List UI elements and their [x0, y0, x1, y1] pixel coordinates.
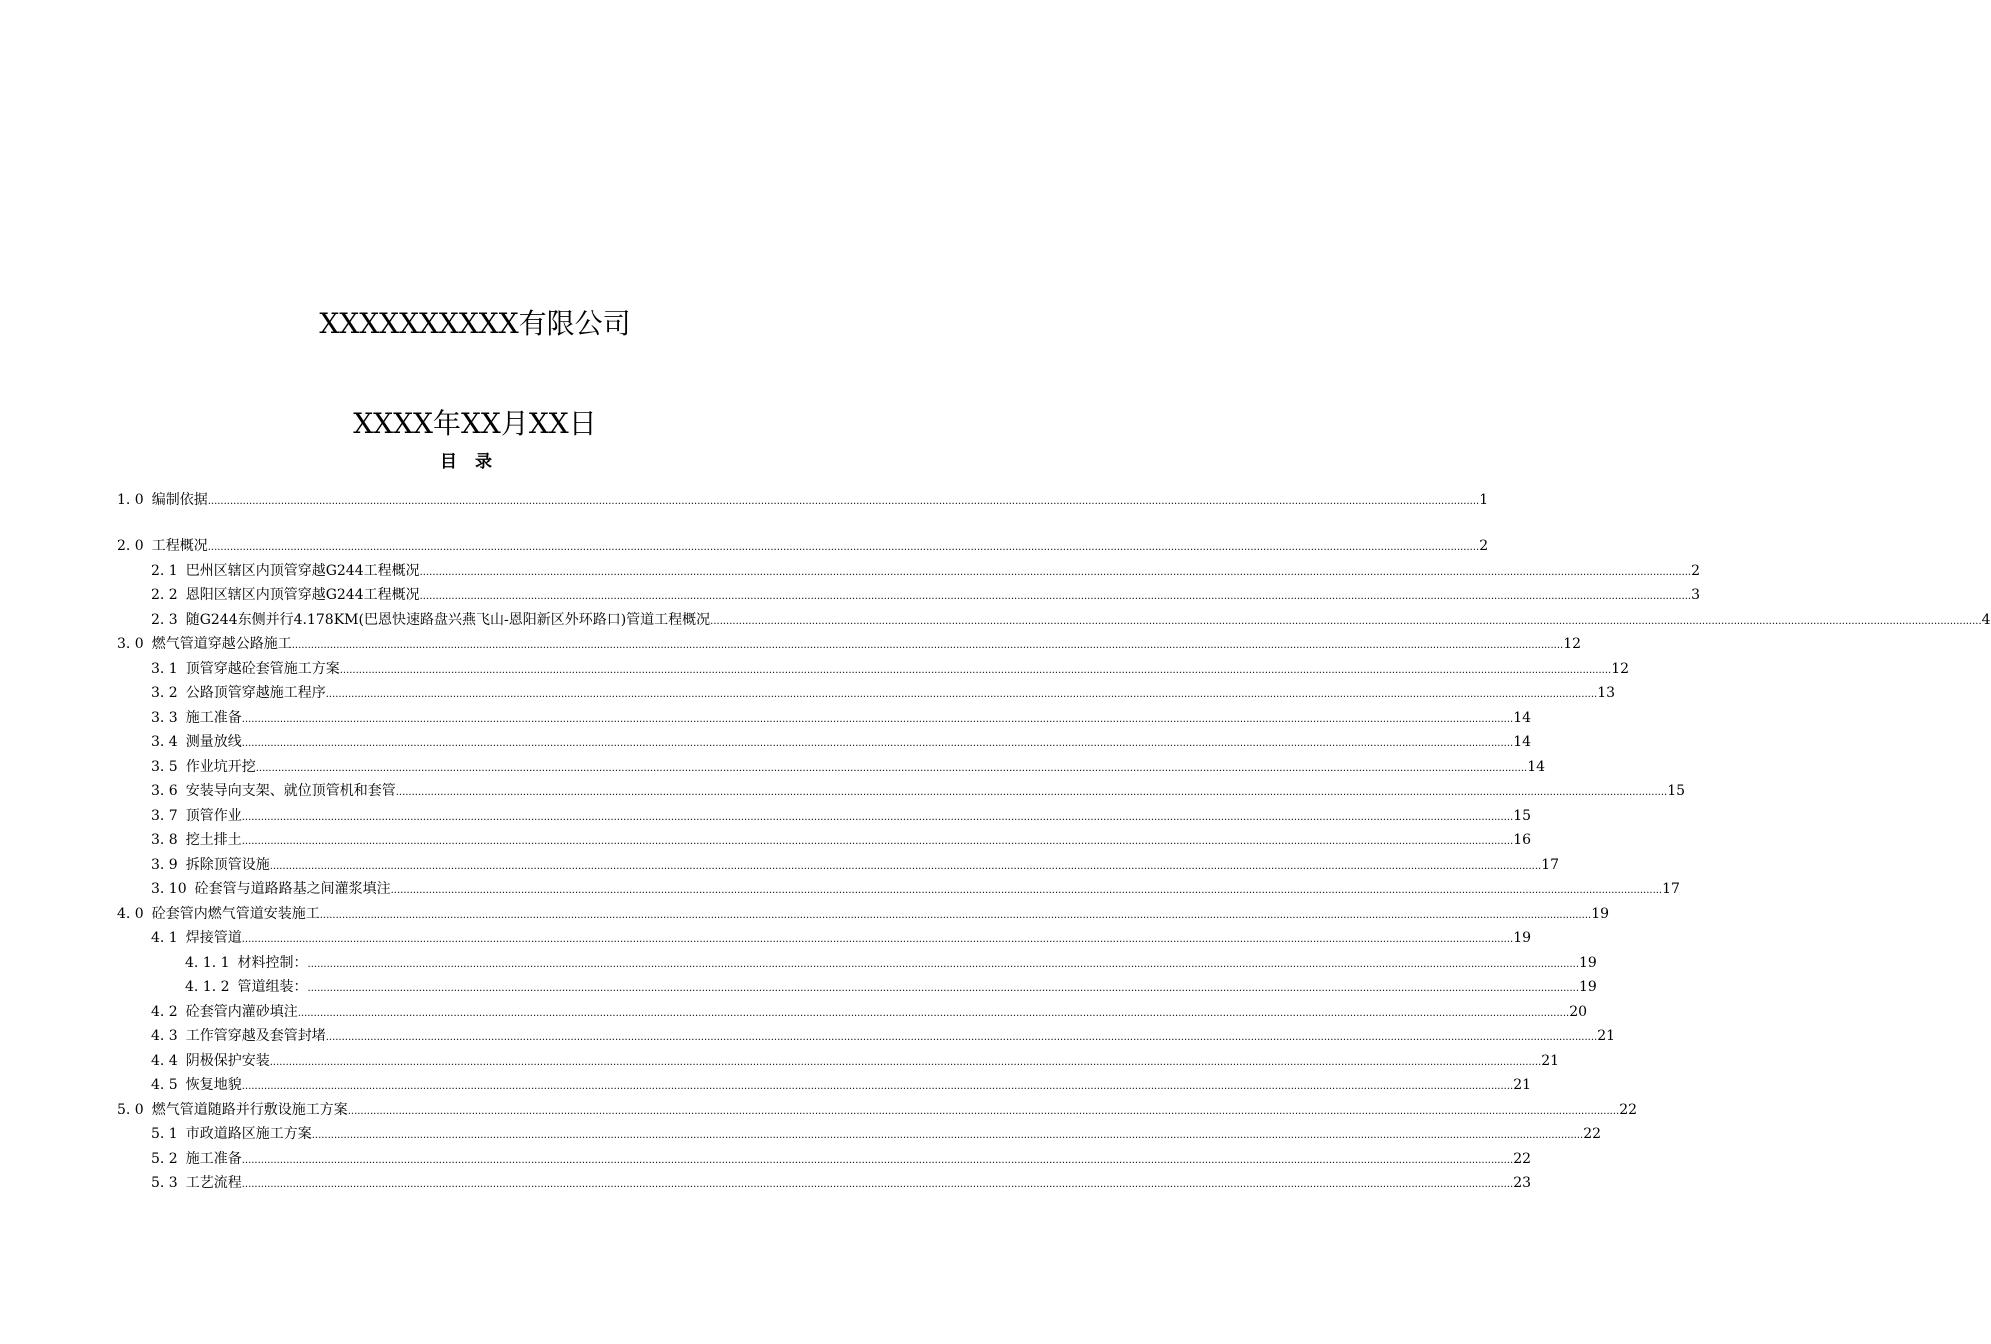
toc-entry-page: 12 [1563, 636, 1582, 652]
toc-entry[interactable] [117, 972, 1597, 997]
toc-entry-page: 14 [1513, 709, 1532, 726]
toc-entry-text: 作业坑开挖 [185, 758, 256, 775]
toc-entry-label [151, 660, 340, 678]
toc-entry-number: 4. 1 [151, 930, 178, 946]
toc-entry-page: 14 [1527, 758, 1546, 775]
toc-entry-label [117, 537, 208, 555]
toc-leader-dots: ................................................................................................................................................................................................................................................................................................................................................................................................................ [325, 689, 1598, 700]
toc-entry-text: 顶管作业 [185, 807, 242, 824]
toc-entry[interactable] [117, 849, 1560, 874]
toc-entry[interactable] [117, 825, 1532, 850]
toc-entry-label [151, 611, 710, 629]
toc-entry-label [151, 807, 242, 825]
toc-entry-text: 工程概况 [151, 538, 208, 554]
toc-entry[interactable] [117, 531, 1489, 556]
toc-entry[interactable] [117, 776, 1686, 801]
toc-entry[interactable] [117, 996, 1588, 1021]
toc-entry-text: 挖土排土 [185, 832, 242, 848]
toc-entry-number: 4. 2 [151, 1003, 178, 1020]
toc-entry-text: 材料控制： [237, 954, 308, 971]
toc-entry-page: 3 [1691, 587, 1701, 603]
toc-entry-page: 22 [1583, 1126, 1602, 1142]
toc-entry-number: 4. 5 [151, 1077, 178, 1093]
toc-entry-text: 安装导向支架、就位顶管机和套管 [185, 783, 396, 799]
toc-entry-text: 恩阳区辖区内顶管穿越G244工程概况 [185, 587, 420, 603]
toc-entry-text: 工艺流程 [185, 1175, 242, 1191]
toc-entry-number: 5. 0 [117, 1101, 144, 1118]
toc-entry-number: 4. 0 [117, 905, 144, 922]
toc-entry-number: 4. 1. 1 [185, 954, 230, 971]
toc-entry-label [185, 978, 308, 996]
toc-leader-dots: ................................................................................................................................................................................................................................................................................................................................................................................................................ [307, 958, 1580, 970]
toc-entry-text: 市政道路区施工方案 [185, 1126, 312, 1142]
toc-entry[interactable] [117, 580, 1701, 605]
toc-entry-page: 2 [1691, 562, 1701, 579]
toc-entry-label [151, 758, 256, 776]
toc-entry-text: 阴极保护安装 [185, 1052, 270, 1069]
toc-entry-number: 4. 4 [151, 1052, 178, 1069]
toc-entry-number: 1. 0 [117, 491, 144, 508]
toc-entry-text: 恢复地貌 [185, 1077, 242, 1093]
toc-entry[interactable] [117, 604, 1991, 629]
toc-entry-page: 23 [1513, 1175, 1532, 1191]
toc-leader-dots: ................................................................................................................................................................................................................................................................................................................................................................................................................ [241, 811, 1514, 823]
toc-title: 目录 [440, 452, 510, 472]
toc-entry[interactable] [117, 1094, 1638, 1119]
toc-leader-dots: ................................................................................................................................................................................................................................................................................................................................................................................................................ [395, 787, 1668, 798]
toc-entry-page: 13 [1597, 685, 1616, 701]
toc-entry[interactable] [117, 1045, 1560, 1070]
toc-entry[interactable] [117, 947, 1597, 972]
toc-entry-page: 15 [1513, 807, 1532, 824]
toc-entry-label [151, 1174, 242, 1192]
toc-entry[interactable] [117, 727, 1532, 752]
toc-entry-page: 19 [1579, 954, 1597, 971]
toc-leader-dots: ................................................................................................................................................................................................................................................................................................................................................................................................................ [419, 591, 1692, 602]
toc-leader-dots: ................................................................................................................................................................................................................................................................................................................................................................................................................ [241, 1154, 1514, 1166]
toc-entry-text: 燃气管道穿越公路施工 [151, 636, 292, 652]
toc-entry-label [151, 1076, 242, 1094]
toc-entry-number: 3. 4 [151, 734, 178, 750]
toc-entry-number: 5. 2 [151, 1150, 178, 1167]
toc-entry-number: 4. 1. 2 [185, 979, 230, 995]
toc-entry-text: 燃气管道随路并行敷设施工方案 [151, 1101, 348, 1118]
toc-entry-number: 2. 3 [151, 611, 178, 628]
toc-leader-dots: ................................................................................................................................................................................................................................................................................................................................................................................................................ [339, 664, 1612, 676]
toc-entry-number: 3. 2 [151, 685, 178, 701]
toc-entry-page: 19 [1591, 905, 1610, 922]
toc-entry-text: 砼套管与道路路基之间灌浆填注 [194, 881, 391, 897]
toc-entry-number: 3. 8 [151, 832, 178, 848]
toc-entry-label [151, 709, 242, 727]
toc-entry-label [185, 954, 308, 972]
toc-entry-page: 21 [1597, 1028, 1616, 1044]
toc-entry-label [151, 1027, 326, 1045]
toc-entry-number: 4. 3 [151, 1028, 178, 1044]
toc-entry-text: 编制依据 [151, 491, 208, 508]
toc-entry-number: 3. 5 [151, 758, 178, 775]
toc-entry-label [151, 562, 420, 580]
toc-entry-text: 焊接管道 [185, 930, 242, 946]
toc-entry-text: 管道组装： [237, 979, 308, 995]
toc-leader-dots: ................................................................................................................................................................................................................................................................................................................................................................................................................ [255, 762, 1528, 774]
toc-entry-number: 3. 7 [151, 807, 178, 824]
toc-entry-page: 12 [1611, 660, 1630, 677]
toc-leader-dots: ................................................................................................................................................................................................................................................................................................................................................................................................................ [269, 1056, 1542, 1068]
toc-entry[interactable] [117, 653, 1630, 678]
toc-leader-dots: ................................................................................................................................................................................................................................................................................................................................................................................................................ [291, 640, 1564, 651]
toc-entry-label [117, 491, 208, 509]
table-of-contents [117, 484, 1991, 1192]
toc-entry-text: 工作管穿越及套管封堵 [185, 1028, 326, 1044]
toc-entry[interactable] [117, 874, 1680, 899]
toc-leader-dots: ................................................................................................................................................................................................................................................................................................................................................................................................................ [241, 934, 1514, 945]
toc-entry-label [151, 1052, 270, 1070]
toc-entry-label [151, 831, 242, 849]
toc-leader-dots: ................................................................................................................................................................................................................................................................................................................................................................................................................ [311, 1130, 1584, 1141]
toc-entry-number: 3. 1 [151, 660, 178, 677]
toc-entry-text: 砼套管内燃气管道安装施工 [151, 905, 320, 922]
toc-entry-page: 19 [1579, 979, 1597, 995]
toc-leader-dots: ................................................................................................................................................................................................................................................................................................................................................................................................................ [319, 909, 1592, 921]
toc-entry-label [117, 905, 320, 923]
toc-entry[interactable] [117, 1070, 1532, 1095]
toc-entry-label [151, 733, 242, 751]
toc-entry[interactable] [117, 898, 1610, 923]
toc-leader-dots: ................................................................................................................................................................................................................................................................................................................................................................................................................ [241, 713, 1514, 725]
toc-entry-page: 14 [1513, 734, 1532, 750]
toc-leader-dots: ................................................................................................................................................................................................................................................................................................................................................................................................................ [297, 1007, 1570, 1019]
toc-entry-page: 15 [1667, 783, 1686, 799]
toc-entry-number: 3. 10 [151, 881, 187, 897]
toc-entry-label [151, 1003, 298, 1021]
toc-entry[interactable] [117, 1021, 1616, 1046]
toc-entry-number: 3. 9 [151, 856, 178, 873]
toc-entry[interactable] [117, 923, 1532, 948]
toc-entry[interactable] [117, 629, 1582, 654]
toc-entry[interactable] [117, 702, 1532, 727]
toc-entry-page: 17 [1541, 856, 1560, 873]
toc-entry-label [117, 635, 292, 653]
toc-entry-label [151, 1150, 242, 1168]
toc-entry-text: 拆除顶管设施 [185, 856, 270, 873]
toc-leader-dots: ................................................................................................................................................................................................................................................................................................................................................................................................................ [207, 542, 1480, 553]
toc-leader-dots: ................................................................................................................................................................................................................................................................................................................................................................................................................ [269, 860, 1542, 872]
toc-entry-text: 砼套管内灌砂填注 [185, 1003, 298, 1020]
toc-leader-dots: ................................................................................................................................................................................................................................................................................................................................................................................................................ [241, 836, 1514, 847]
toc-entry[interactable] [117, 1143, 1532, 1168]
toc-entry-label [151, 929, 242, 947]
toc-entry-page: 22 [1513, 1150, 1532, 1167]
toc-entry-label [151, 856, 270, 874]
toc-leader-dots: ................................................................................................................................................................................................................................................................................................................................................................................................................ [347, 1105, 1620, 1117]
toc-entry-label [117, 1101, 348, 1119]
toc-entry-page: 2 [1479, 538, 1489, 554]
toc-entry-label [151, 782, 396, 800]
toc-leader-dots: ................................................................................................................................................................................................................................................................................................................................................................................................................ [241, 738, 1514, 749]
toc-entry-number: 2. 2 [151, 587, 178, 603]
toc-entry-label [151, 684, 326, 702]
toc-entry-page: 17 [1662, 881, 1680, 897]
toc-leader-dots: ................................................................................................................................................................................................................................................................................................................................................................................................................ [710, 615, 1982, 627]
toc-leader-dots: ................................................................................................................................................................................................................................................................................................................................................................................................................ [241, 1179, 1514, 1190]
toc-leader-dots: ................................................................................................................................................................................................................................................................................................................................................................................................................ [207, 495, 1480, 507]
toc-entry-page: 19 [1513, 930, 1532, 946]
toc-entry-page: 20 [1569, 1003, 1588, 1020]
toc-entry-number: 5. 3 [151, 1175, 178, 1191]
company-name: XXXXXXXXXX有限公司 [319, 307, 631, 340]
toc-entry[interactable] [117, 800, 1532, 825]
toc-entry[interactable] [117, 751, 1546, 776]
toc-entry-text: 测量放线 [185, 734, 242, 750]
toc-leader-dots: ................................................................................................................................................................................................................................................................................................................................................................................................................ [390, 885, 1663, 896]
toc-entry-page: 22 [1619, 1101, 1638, 1118]
toc-entry-text: 公路顶管穿越施工程序 [185, 685, 326, 701]
toc-leader-dots: ................................................................................................................................................................................................................................................................................................................................................................................................................ [419, 566, 1692, 578]
toc-entry-label [151, 1125, 312, 1143]
toc-entry-label [151, 586, 420, 604]
toc-entry-page: 16 [1513, 832, 1532, 848]
toc-entry[interactable] [117, 1168, 1532, 1193]
toc-entry-text: 随G244东侧并行4.178KM(巴恩快速路盘兴燕飞山-恩阳新区外环路口)管道工程概况 [185, 611, 711, 628]
toc-entry-text: 施工准备 [185, 709, 242, 726]
toc-entry-page: 1 [1479, 491, 1489, 508]
toc-entry-page: 4 [1981, 611, 1991, 628]
toc-entry-number: 3. 3 [151, 709, 178, 726]
toc-entry[interactable] [117, 1119, 1602, 1144]
toc-entry-text: 施工准备 [185, 1150, 242, 1167]
toc-entry-number: 3. 6 [151, 783, 178, 799]
toc-leader-dots: ................................................................................................................................................................................................................................................................................................................................................................................................................ [241, 1081, 1514, 1092]
toc-entry-text: 顶管穿越砼套管施工方案 [185, 660, 340, 677]
toc-entry-page: 21 [1513, 1077, 1532, 1093]
toc-leader-dots: ................................................................................................................................................................................................................................................................................................................................................................................................................ [307, 983, 1580, 994]
toc-entry[interactable] [117, 555, 1701, 580]
toc-entry-label [151, 880, 391, 898]
toc-entry-number: 2. 1 [151, 562, 178, 579]
toc-entry-page: 21 [1541, 1052, 1560, 1069]
toc-entry-number: 5. 1 [151, 1126, 178, 1142]
toc-entry[interactable] [117, 678, 1616, 703]
toc-leader-dots: ................................................................................................................................................................................................................................................................................................................................................................................................................ [325, 1032, 1598, 1043]
toc-entry[interactable] [117, 484, 1489, 509]
toc-entry-number: 3. 0 [117, 636, 144, 652]
toc-entry-text: 巴州区辖区内顶管穿越G244工程概况 [185, 562, 420, 579]
toc-entry-number: 2. 0 [117, 538, 144, 554]
document-date: XXXX年XX月XX日 [353, 407, 597, 440]
